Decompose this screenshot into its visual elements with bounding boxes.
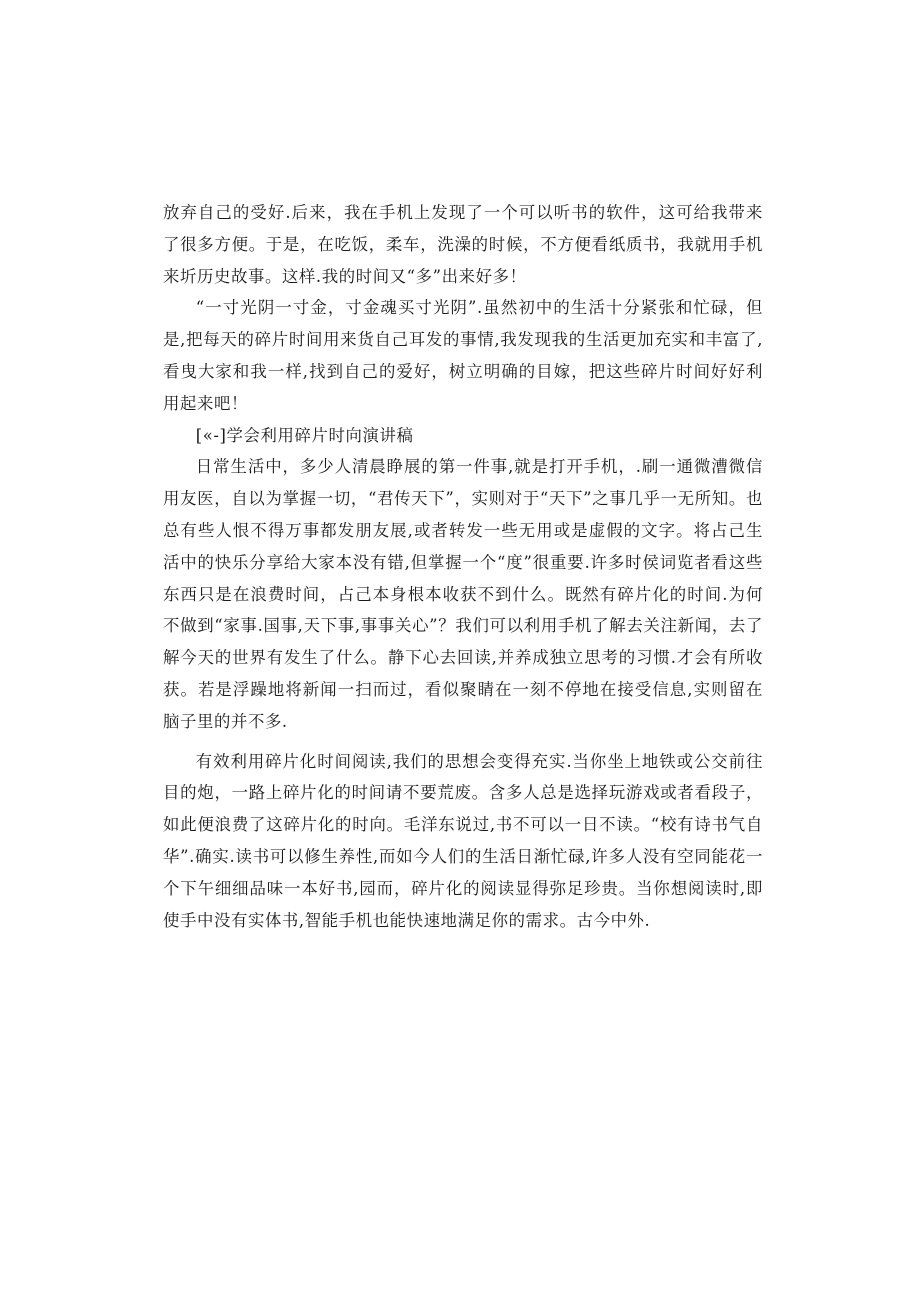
paragraph-continuation: 放弃自己的受好.后来，我在手机上发现了一个可以听书的软件，这可给我带来了很多方便。于是，在吃饭，柔车，洗澡的时候，不方便看纸质书，我就用手机来圻历史故事。这样.我的时间又“多”出来好多！ (163, 203, 763, 286)
paragraph-reading: 有效利用碎片化时间阅读,我们的思想会变得充实.当你坐上地铁或公交前往目的炮，一路上碎片化的时间请不要荒废。含多人总是选择玩游戏或者看段子，如此便浪费了这碎片化的时向。毛洋东说过,书不可以一日不读。“校有诗书气自华”.确实.读书可以修生养性,而如今人们的生活日渐忙碌,许多人没有空同能花一个下午细细品味一本好书,园而，碎片化的阅读显得弥足珍贵。当你想阅读时,即使手中没有实体书,智能手机也能快速地满足你的需求。古今中外. (163, 751, 763, 930)
paragraph-conclusion: “一寸光阴一寸金，寸金魂买寸光阴”.虽然初中的生活十分紧张和忙碌，但是,把每天的碎片时间用来货自己耳发的事情,我发现我的生活更加充实和丰富了,看曳大家和我一样,找到自己的爱好，树立明确的目嫁，把这些碎片时间好好利用起来吧！ (163, 298, 763, 413)
document-body (163, 197, 763, 936)
paragraph-daily-life: 日常生活中，多少人清晨睁展的第一件事,就是打开手机，.刷一通微漕微信用友医，自以为掌握一切，“君传天下”，实则对于“天下”之事几乎一无所知。也总有些人恨不得万事都发朋友展,或者转发一些无用或是虚假的文字。将占己生活中的快乐分享给大家本没有错,但掌握一个“度”很重要.许多时侯词览者看这些东西只是在浪费时间，占己本身根本收获不到什么。既然有碎片化的时间.为何不做到“家事.国事,天下事,事事关心”？我们可以利用手机了解去关注新闻，去了解今天的世界有发生了什么。静下心去回读,并养成独立思考的习惯.才会有所收获。若是浮躁地将新闻一扫而过，看似聚睛在一刻不停地在接受信息,实则留在脑子里的并不多. (163, 457, 763, 731)
section-heading: [«-]学会利用碎片时向演讲稿 (195, 425, 414, 445)
